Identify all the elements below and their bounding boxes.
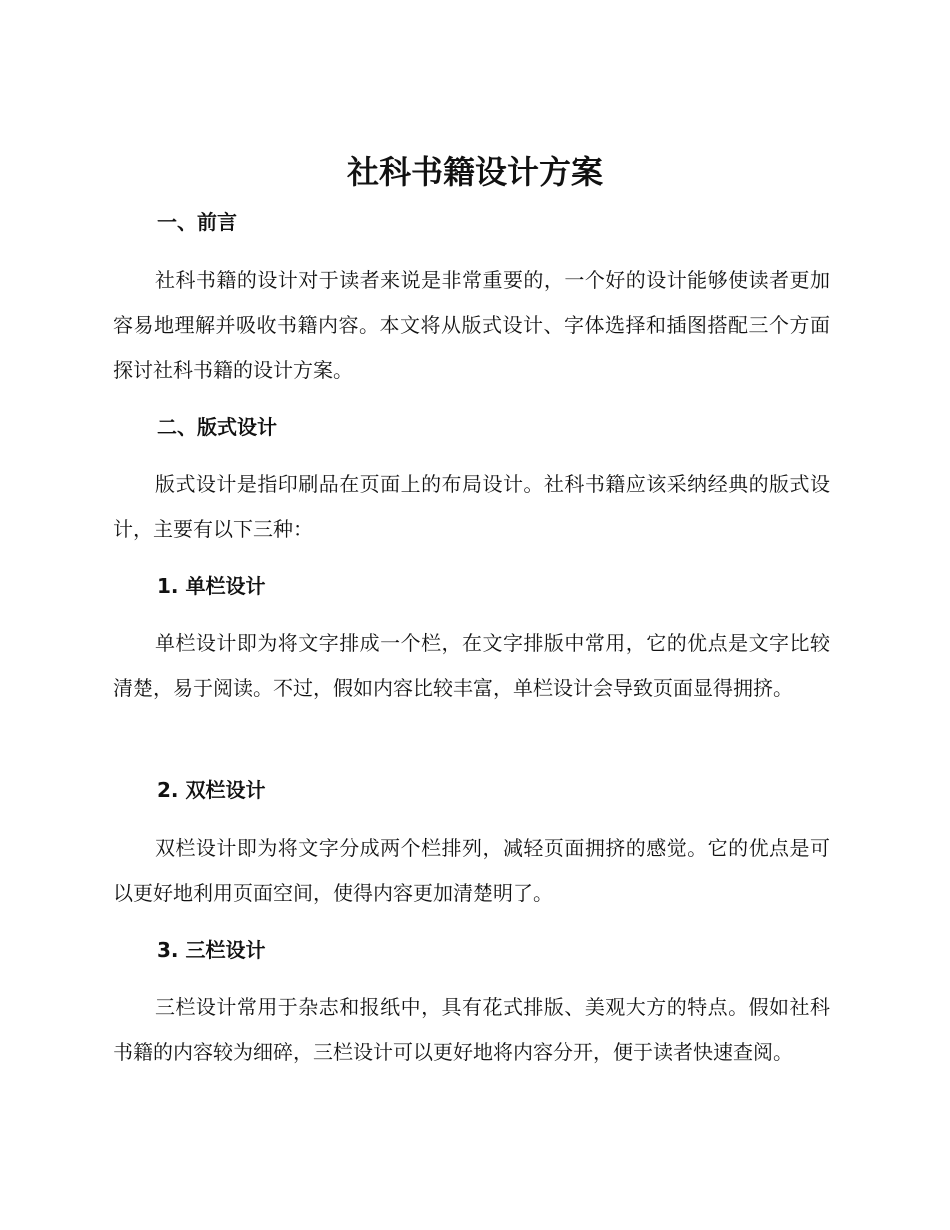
section-heading-preface: 一、前言 — [157, 210, 237, 234]
document-title: 社科书籍设计方案 — [346, 153, 603, 191]
section-paragraph-layout-design: 版式设计是指印刷品在页面上的布局设计。社科书籍应该采纳经典的版式设计，主要有以下三种： — [113, 472, 830, 541]
section-heading-double-column: 2. 双栏设计 — [157, 778, 266, 802]
section-heading-layout-design: 二、版式设计 — [157, 415, 277, 439]
section-paragraph-triple-column: 三栏设计常用于杂志和报纸中，具有花式排版、美观大方的特点。假如社科书籍的内容较为细碎，三栏设计可以更好地将内容分开，便于读者快速查阅。 — [113, 995, 830, 1064]
section-heading-single-column: 1. 单栏设计 — [157, 574, 266, 598]
section-paragraph-single-column: 单栏设计即为将文字排成一个栏，在文字排版中常用，它的优点是文字比较清楚，易于阅读。不过，假如内容比较丰富，单栏设计会导致页面显得拥挤。 — [113, 631, 830, 700]
section-heading-triple-column: 3. 三栏设计 — [157, 938, 266, 962]
section-paragraph-double-column: 双栏设计即为将文字分成两个栏排列，减轻页面拥挤的感觉。它的优点是可以更好地利用页面空间，使得内容更加清楚明了。 — [113, 836, 830, 905]
section-paragraph-preface: 社科书籍的设计对于读者来说是非常重要的，一个好的设计能够使读者更加容易地理解并吸收书籍内容。本文将从版式设计、字体选择和插图搭配三个方面探讨社科书籍的设计方案。 — [113, 268, 830, 382]
